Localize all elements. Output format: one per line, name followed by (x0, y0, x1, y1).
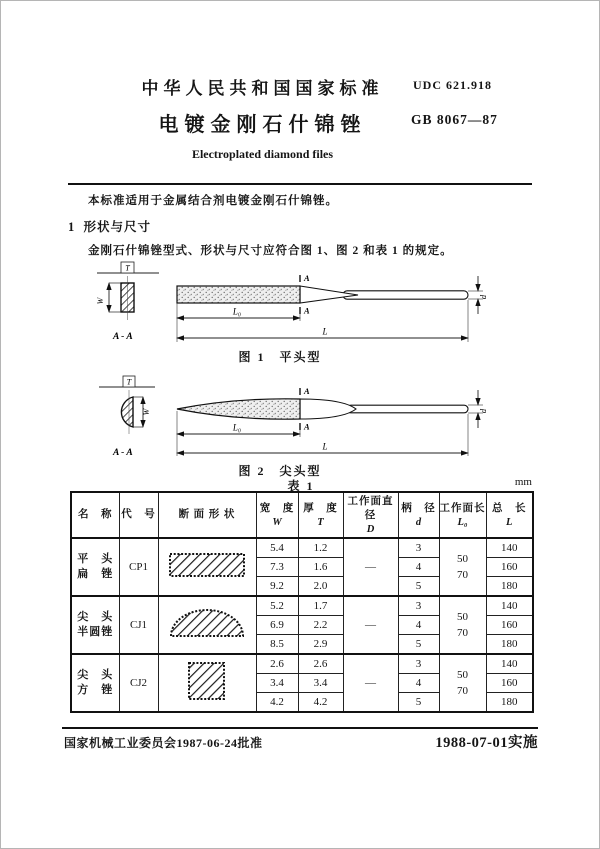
section1-heading (68, 217, 151, 235)
col-section-shape: 断 面 形 状 (158, 492, 256, 538)
cell-L0-cp1: 50 70 (439, 538, 486, 596)
cell-W: 4.2 (256, 693, 298, 713)
fig1-dim-d: d (478, 294, 488, 300)
cell-code-cj2: CJ2 (119, 654, 158, 712)
figure1-caption: 图 1 平头型 (238, 350, 322, 364)
table1 (70, 491, 534, 713)
scope-paragraph: 本标准适用于金属结合剂电镀金刚石什锦锉。 (88, 195, 338, 207)
fig2-dim-L: L (322, 441, 328, 452)
fig1-section-mark-top: A (304, 273, 310, 283)
implementation-note: 1988-07-01实施 (435, 735, 538, 751)
cell-T: 2.6 (298, 654, 343, 674)
col-working-length: 工作面长 L₀ (439, 492, 486, 538)
fig2-section-mark-bottom: A (304, 421, 310, 432)
table-row (71, 596, 533, 616)
table-header-row (71, 492, 533, 538)
cell-d: 5 (398, 635, 439, 655)
fig1-dim-L: L (322, 326, 328, 337)
cell-shape-cj2 (158, 654, 256, 712)
figure2-caption: 图 2 尖头型 (238, 464, 322, 478)
cell-W: 9.2 (256, 577, 298, 597)
col-handle-diameter: 柄 径 d (398, 492, 439, 538)
cell-T: 2.0 (298, 577, 343, 597)
cell-d: 3 (398, 538, 439, 558)
cell-T: 3.4 (298, 674, 343, 693)
section1-title: 形状与尺寸 (83, 220, 152, 234)
cell-L: 180 (486, 577, 533, 597)
fig2-dim-L0: L₀ (232, 422, 242, 433)
standard-code: GB 8067—87 (411, 112, 498, 127)
cell-L: 160 (486, 558, 533, 577)
cell-d: 3 (398, 654, 439, 674)
cell-d: 5 (398, 693, 439, 713)
section1-text: 金刚石什锦锉型式、形状与尺寸应符合图 1、图 2 和表 1 的规定。 (88, 245, 453, 257)
fig1-section-mark-bottom: A (304, 305, 310, 316)
standard-org-name: 中华人民共和国国家标准 (141, 79, 384, 98)
cell-D-cp1: — (343, 538, 398, 596)
cell-name-cj2: 尖 头 方 锉 (71, 654, 119, 712)
page-title: 电镀金刚石什锦锉 (158, 114, 367, 136)
section1-number: 1 (68, 220, 76, 234)
cell-d: 3 (398, 596, 439, 616)
figure2-drawing (85, 370, 545, 460)
cell-W: 6.9 (256, 616, 298, 635)
table-row (71, 538, 533, 558)
cell-T: 1.6 (298, 558, 343, 577)
col-total-length: 总 长 L (486, 492, 533, 538)
cell-L: 180 (486, 635, 533, 655)
fig2-dim-d: d (478, 408, 488, 414)
udc-number: UDC 621.918 (413, 78, 492, 92)
flat-rect-section-icon (159, 545, 255, 585)
fig1-section-label: A - A (113, 332, 133, 342)
header-rule (68, 183, 532, 185)
cell-L: 140 (486, 596, 533, 616)
cell-T: 1.7 (298, 596, 343, 616)
cell-L0-cj2: 50 70 (439, 654, 486, 712)
cell-W: 3.4 (256, 674, 298, 693)
page-title-english: Electroplated diamond files (191, 147, 334, 161)
cell-T: 4.2 (298, 693, 343, 713)
cell-code-cp1: CP1 (119, 538, 158, 596)
col-thickness: 厚 度 T (298, 492, 343, 538)
half-round-section-icon (159, 604, 255, 642)
fig2-dim-W: W (142, 408, 151, 416)
cell-shape-cp1 (158, 538, 256, 596)
cell-d: 4 (398, 616, 439, 635)
cell-D-cj1: — (343, 596, 398, 654)
col-name: 名 称 (71, 492, 119, 538)
cell-L0-cj1: 50 70 (439, 596, 486, 654)
table1-unit: mm (514, 476, 532, 488)
cell-W: 2.6 (256, 654, 298, 674)
cell-L: 140 (486, 654, 533, 674)
cell-L: 180 (486, 693, 533, 713)
cell-code-cj1: CJ1 (119, 596, 158, 654)
cell-L: 160 (486, 616, 533, 635)
cell-W: 8.5 (256, 635, 298, 655)
cell-L: 140 (486, 538, 533, 558)
fig1-dim-T: T (125, 263, 130, 273)
approval-note: 国家机械工业委员会1987-06-24批准 (64, 736, 263, 750)
cell-T: 1.2 (298, 538, 343, 558)
cell-D-cj2: — (343, 654, 398, 712)
table-row (71, 654, 533, 674)
cell-d: 4 (398, 674, 439, 693)
figure1-drawing (85, 256, 545, 346)
col-width: 宽 度 W (256, 492, 298, 538)
cell-L: 160 (486, 674, 533, 693)
fig1-dim-L0: L₀ (232, 306, 242, 317)
col-code: 代 号 (119, 492, 158, 538)
col-face-diameter: 工作面直径 D (343, 492, 398, 538)
cell-d: 4 (398, 558, 439, 577)
cell-W: 5.2 (256, 596, 298, 616)
fig2-section-mark-top: A (304, 386, 310, 396)
fig1-dim-W: W (96, 297, 105, 305)
fig2-dim-T: T (126, 377, 132, 387)
cell-name-cj1: 尖 头 半圆锉 (71, 596, 119, 654)
cell-T: 2.2 (298, 616, 343, 635)
cell-shape-cj1 (158, 596, 256, 654)
table1-caption: 表 1 (287, 479, 315, 493)
footer-rule (62, 727, 538, 729)
cell-name-cp1: 平 头 扁 锉 (71, 538, 119, 596)
cell-d: 5 (398, 577, 439, 597)
fig2-section-label: A - A (113, 448, 133, 458)
cell-W: 7.3 (256, 558, 298, 577)
cell-T: 2.9 (298, 635, 343, 655)
cell-W: 5.4 (256, 538, 298, 558)
square-section-icon (159, 658, 255, 704)
